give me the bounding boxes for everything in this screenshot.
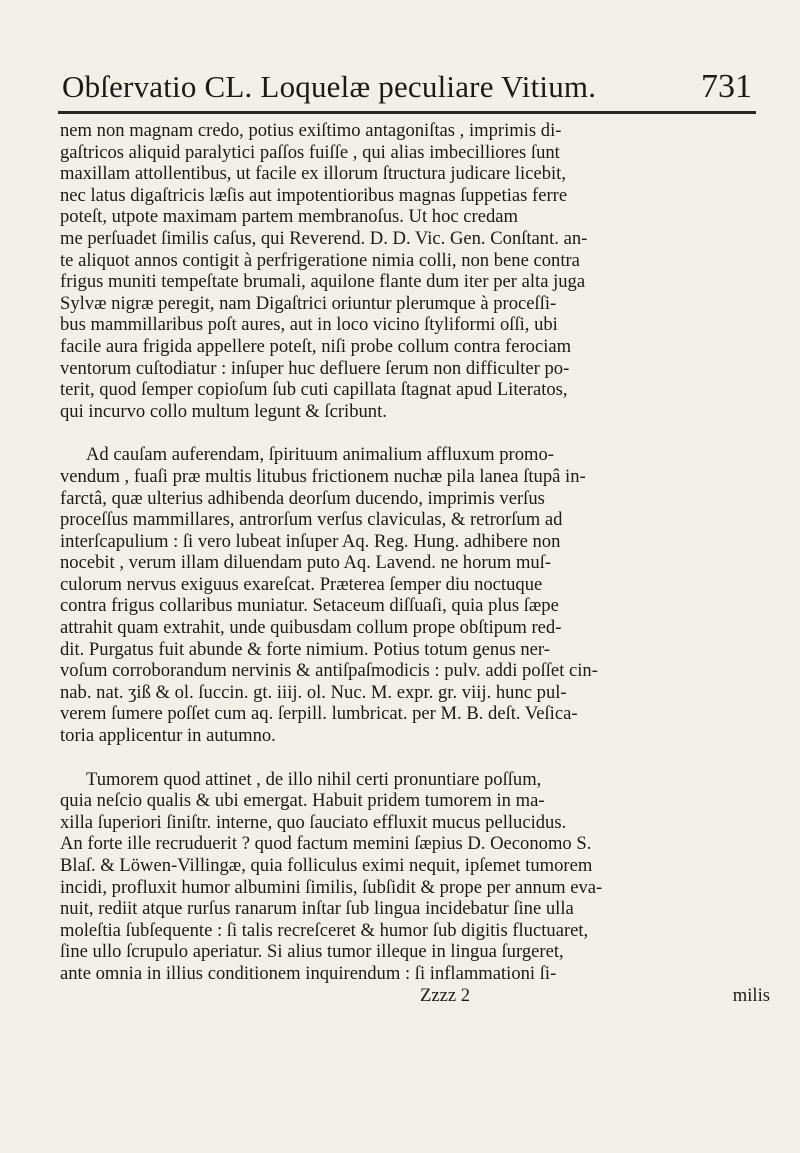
page-footer: [60, 985, 770, 1007]
text-line: nec latus digaſtricis læſis aut impotentioribus magnas ſuppetias ferre: [60, 184, 568, 206]
text-line: interſcapulium : ſi vero lubeat inſuper Aq. Reg. Hung. adhibere non: [60, 530, 561, 552]
text-line: vendum , fuaſi præ multis litubus frictionem nuchæ pila lanea ſtupâ in-: [60, 465, 586, 487]
text-line: proceſſus mammillares, antrorſum verſus claviculas, & retrorſum ad: [60, 509, 563, 531]
text-line: voſum corroborandum nervinis & antiſpaſmodicis : pulv. addi poſſet cin-: [60, 660, 598, 682]
text-line: terit, quod ſemper copioſum ſub cuti capillata ſtagnat apud Literatos,: [60, 379, 568, 401]
text-line: An forte ille recruduerit ? quod factum memini ſæpius D. Oeconomo S.: [60, 833, 592, 855]
signature-mark: Zzzz 2: [420, 984, 471, 1006]
text-line: Sylvæ nigræ peregit, nam Digaſtrici oriuntur plerumque à proceſſi-: [60, 292, 557, 314]
text-line: poteſt, utpote maximam partem membranoſus. Ut hoc credam: [60, 206, 518, 228]
text-line: Ad cauſam auferendam, ſpirituum animalium affluxum promo-: [86, 444, 554, 466]
text-line: culorum nervus exiguus exareſcat. Præterea ſemper diu noctuque: [60, 573, 543, 595]
text-line: Blaſ. & Löwen-Villingæ, quia folliculus eximi nequit, ipſemet tumorem: [60, 855, 593, 876]
text-line: contra frigus collaribus muniatur. Setaceum diſſuaſi, quia plus ſæpe: [60, 595, 559, 617]
text-line: maxillam attollentibus, ut facile ex illorum ſtructura judicare licebit,: [60, 163, 566, 185]
text-line: xilla ſuperiori ſiniſtr. interne, quo ſauciato effluxit mucus pellucidus.: [60, 811, 567, 833]
text-line: facile aura frigida appellere poteſt, niſi probe collum contra ferociam: [60, 335, 572, 357]
catchword: milis: [732, 984, 770, 1006]
text-line: nocebit , verum illam diluendam puto Aq. Lavend. ne horum muſ-: [60, 552, 552, 574]
text-line: nuit, rediit atque rurſus ranarum inſtar ſub lingua incidebatur ſine ulla: [60, 898, 574, 920]
text-line: attrahit quam extrahit, unde quibusdam collum prope obſtipum red-: [60, 617, 562, 639]
page-number: 731: [701, 68, 752, 105]
text-line: qui incurvo collo multum legunt & ſcribunt.: [60, 400, 387, 422]
text-line: bus mammillaribus poſt aures, aut in loco vicino ſtyliformi oſſi, ubi: [60, 314, 558, 336]
header-rule: [58, 111, 756, 114]
text-line: frigus muniti tempeſtate brumali, aquilone flante dum iter per alta juga: [60, 271, 586, 293]
running-head: Obſervatio CL. Loquelæ peculiare Vitium.: [62, 69, 597, 104]
text-line: me perſuadet ſimilis caſus, qui Reverend. D. D. Vic. Gen. Conſtant. an-: [60, 227, 588, 249]
text-line: ante omnia in illius conditionem inquirendum : ſi inflammationi ſi-: [60, 962, 557, 984]
text-line: dit. Purgatus fuit abunde & forte nimium. Potius totum genus ner-: [60, 638, 550, 660]
text-line: gaſtricos aliquid paralytici paſſos fuiſſe , qui alias imbecilliores ſunt: [60, 141, 560, 163]
text-line: nab. nat. ʒiß & ol. ſuccin. gt. iiij. ol. Nuc. M. expr. gr. viij. hunc pul-: [60, 681, 567, 703]
text-line: quia neſcio qualis & ubi emergat. Habuit pridem tumorem in ma-: [60, 790, 545, 812]
text-line: nem non magnam credo, potius exiſtimo antagoniſtas , imprimis di-: [60, 120, 562, 141]
text-line: te aliquot annos contigit à perfrigeratione nimia colli, non bene contra: [60, 249, 580, 271]
body-text: [60, 120, 770, 1006]
paragraph-gap: [60, 747, 770, 769]
text-line: moleſtia ſubſequente : ſi talis recreſceret & humor ſub digitis fluctuaret,: [60, 919, 589, 941]
text-line: Tumorem quod attinet , de illo nihil certi pronuntiare poſſum,: [86, 768, 542, 790]
text-line: ſine ullo ſcrupulo aperiatur. Si alius tumor illeque in lingua ſurgeret,: [60, 941, 564, 963]
text-line: ventorum cuſtodiatur : inſuper huc defluere ſerum non difficulter po-: [60, 357, 570, 379]
text-line: farctâ, quæ ulterius adhibenda deorſum ducendo, imprimis verſus: [60, 487, 545, 509]
text-line: verem ſumere poſſet cum aq. ſerpill. lumbricat. per M. B. deſt. Veſica-: [60, 703, 578, 725]
text-line: incidi, profluxit humor albumini ſimilis, ſubſidit & prope per annum eva-: [60, 876, 603, 898]
text-line: toria applicentur in autumno.: [60, 725, 276, 747]
paragraph-gap: [60, 422, 770, 444]
page-header: [62, 68, 752, 106]
